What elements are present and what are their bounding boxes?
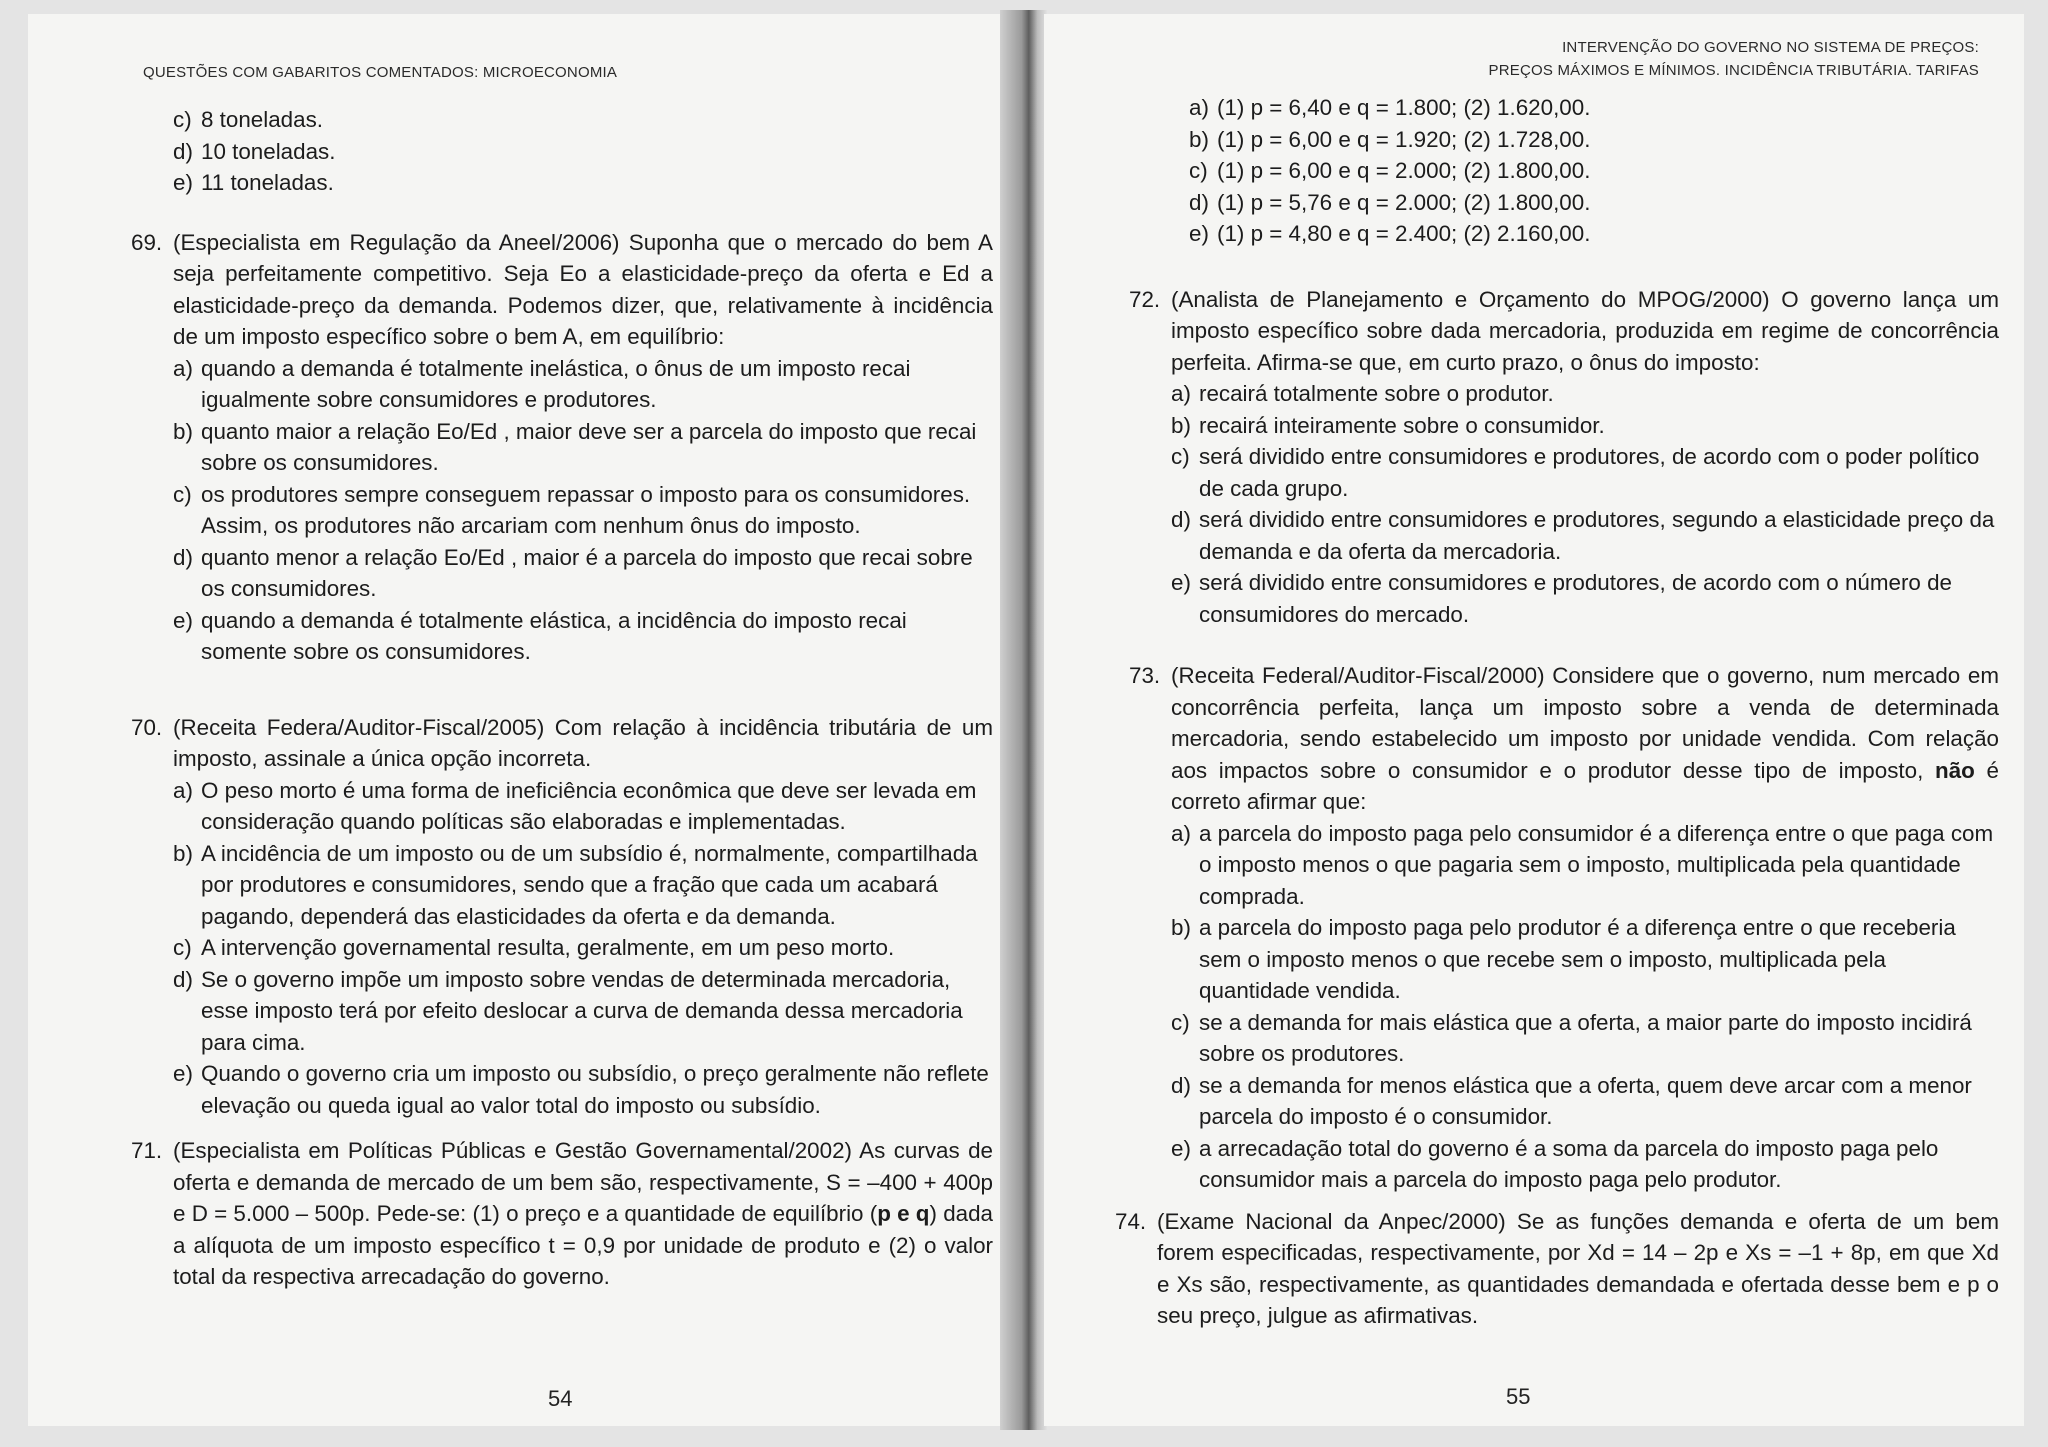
q71-option-d: d) (1) p = 5,76 e q = 2.000; (2) 1.800,00. bbox=[1189, 189, 1591, 215]
carryover-option-e: e) 11 toneladas. bbox=[173, 170, 334, 195]
question-69-stem: (Especialista em Regulação da Aneel/2006) Suponha que o mercado do bem A seja perfeitamente competitivo. Seja Eo a elasticidade-preço da oferta e Ed a elasticidade-preço da demanda. Podemos dizer, que, relativamente à incidência de um imposto específico sobre o bem A, em equilíbrio: bbox=[173, 229, 993, 349]
question-72: 72. (Analista de Planejamento e Orçamento do MPOG/2000) O governo lança um imposto específico sobre dada mercadoria, produzida em regime de concorrência perfeita. Afirma-se que, em curto prazo, o ônus do imposto: a) recairá totalmente sobre o produtor. b) recairá inteiramente sobre o consumidor. c) será dividido entre consumidores e produtores, de acordo com o poder político de cada grupo. d) será dividido entre consumidores e produtores, segundo a elasticidade preço da demanda e da oferta da mercadoria. e) será dividido entre consumidores e produtores, de acordo com o número de consumidores do mercado. bbox=[1129, 284, 1999, 631]
q69-option-c: c) os produtores sempre conseguem repassar o imposto para os consumidores. Assim, os produtores não arcariam com nenhum ônus do imposto. bbox=[173, 481, 971, 538]
right-running-header: INTERVENÇÃO DO GOVERNO NO SISTEMA DE PREÇOS: PREÇOS MÁXIMOS E MÍNIMOS. INCIDÊNCIA TRIBUTÁRIA. TARIFAS bbox=[1488, 39, 1979, 79]
question-71: 71. (Especialista em Políticas Públicas e Gestão Governamental/2002) As curvas de oferta e demanda de mercado de um bem são, respectivamente, S = –400 + 400p e D = 5.000 – 500p. Pede-se: (1) o preço e a quantidade de equilíbrio (p e q) dada a alíquota de um imposto específico t = 0,9 por unidade de produto e (2) o valor total da respectiva arrecadação do governo. bbox=[131, 1135, 993, 1293]
question-73-stem: (Receita Federal/Auditor-Fiscal/2000) Considere que o governo, num mercado em concorrência perfeita, lança um imposto sobre a venda de determinada mercadoria, sendo estabelecido um imposto por unidade vendida. Com relação aos impactos sobre o consumidor e o produtor desse tipo de imposto, não é correto afirmar que: bbox=[1171, 663, 1999, 814]
q73-option-d: d) se a demanda for menos elástica que a oferta, quem deve arcar com a menor parcela do imposto é o consumidor. bbox=[1171, 1072, 1972, 1129]
q70-option-a: a) O peso morto é uma forma de ineficiência econômica que deve ser levada em consideração quando políticas são elaboradas e implementadas. bbox=[173, 777, 977, 834]
left-page bbox=[28, 14, 1028, 1426]
q69-option-e: e) quando a demanda é totalmente elástica, a incidência do imposto recai somente sobre os consumidores. bbox=[173, 607, 907, 664]
q70-option-e: e) Quando o governo cria um imposto ou subsídio, o preço geralmente não reflete elevação ou queda igual ao valor total do imposto ou subsídio. bbox=[173, 1061, 989, 1118]
q71-option-a: a) (1) p = 6,40 e q = 1.800; (2) 1.620,00. bbox=[1189, 95, 1591, 120]
q73-option-c: c) se a demanda for mais elástica que a oferta, a maior parte do imposto incidirá sobre os produtores. bbox=[1171, 1009, 1972, 1066]
question-73: 73. (Receita Federal/Auditor-Fiscal/2000) Considere que o governo, num mercado em concorrência perfeita, lança um imposto sobre a venda de determinada mercadoria, sendo estabelecido um imposto por unidade vendida. Com relação aos impactos sobre o consumidor e o produtor desse tipo de imposto, não é correto afirmar que: a) a parcela do imposto paga pelo consumidor é a diferença entre o que paga com o imposto menos o que pagaria sem o imposto, multiplicada pela quantidade comprada. b) a parcela do imposto paga pelo produtor é a diferença entre o que receberia sem o imposto menos o que recebe sem o imposto, multiplicada pela quantidade vendida. c) se a demanda for mais elástica que a oferta, a maior parte do imposto incidirá sobre os produtores. d) se a demanda for menos elástica que a oferta, quem deve arcar com a menor parcela do imposto é o consumidor. e) a arrecadação total do governo é a soma da parcela do imposto paga pelo consumidor mais a parcela do imposto paga pelo produtor. bbox=[1129, 660, 1999, 1196]
carryover-option-c: c) 8 toneladas. bbox=[173, 107, 324, 132]
left-running-header: QUESTÕES COM GABARITOS COMENTADOS: MICROECONOMIA bbox=[143, 64, 618, 81]
question-69: 69. (Especialista em Regulação da Aneel/2006) Suponha que o mercado do bem A seja perfeitamente competitivo. Seja Eo a elasticidade-preço da oferta e Ed a elasticidade-preço da demanda. Podemos dizer, que, relativamente à incidência de um imposto específico sobre o bem A, em equilíbrio: a) quando a demanda é totalmente inelástica, o ônus de um imposto recai igualmente sobre consumidores e produtores. b) quanto maior a relação Eo/Ed , maior deve ser a parcela do imposto que recai sobre os consumidores. c) os produtores sempre conseguem repassar o imposto para os consumidores. Assim, os produtores não arcariam com nenhum ônus do imposto. d) quanto menor a relação Eo/Ed , maior é a parcela do imposto que recai sobre os consumidores. e) quando a demanda é totalmente elástica, a incidência do imposto recai somente sobre os consumidores. bbox=[131, 227, 993, 668]
right-column bbox=[1115, 92, 1999, 1332]
q69-option-a: a) quando a demanda é totalmente inelástica, o ônus de um imposto recai igualmente sobre consumidores e produtores. bbox=[173, 355, 911, 412]
q69-option-b: b) quanto maior a relação Eo/Ed , maior deve ser a parcela do imposto que recai sobre os consumidores. bbox=[173, 418, 977, 475]
question-70-stem: (Receita Federa/Auditor-Fiscal/2005) Com relação à incidência tributária de um imposto, assinale a única opção incorreta. bbox=[173, 714, 993, 771]
question-70: 70. (Receita Federa/Auditor-Fiscal/2005) Com relação à incidência tributária de um imposto, assinale a única opção incorreta. a) O peso morto é uma forma de ineficiência econômica que deve ser levada em consideração quando políticas são elaboradas e implementadas. b) A incidência de um imposto ou de um subsídio é, normalmente, compartilhada por produtores e consumidores, sendo que a fração que cada um acabará pagando, dependerá das elasticidades da oferta e da demanda. c) A intervenção governamental resulta, geralmente, em um peso morto. d) Se o governo impõe um imposto sobre vendas de determinada mercadoria, esse imposto terá por efeito deslocar a curva de demanda dessa mercadoria para cima. e) Quando o governo cria um imposto ou subsídio, o preço geralmente não reflete elevação ou queda igual ao valor total do imposto ou subsídio. bbox=[131, 712, 993, 1122]
q73-option-e: e) a arrecadação total do governo é a soma da parcela do imposto paga pelo consumidor mais a parcela do imposto paga pelo produtor. bbox=[1171, 1135, 1939, 1192]
book-gutter bbox=[1000, 10, 1048, 1430]
carryover-option-d: d) 10 toneladas. bbox=[173, 138, 336, 164]
q72-option-c: c) será dividido entre consumidores e produtores, de acordo com o poder político de cada grupo. bbox=[1171, 444, 1980, 501]
q71-option-e: e) (1) p = 4,80 e q = 2.400; (2) 2.160,00. bbox=[1189, 221, 1591, 246]
left-column bbox=[131, 104, 994, 1293]
q71-options bbox=[1129, 92, 1999, 250]
right-page-number: 55 bbox=[1506, 1384, 1531, 1409]
right-page bbox=[1044, 14, 2024, 1426]
q71-option-b: b) (1) p = 6,00 e q = 1.920; (2) 1.728,00. bbox=[1189, 126, 1591, 152]
q72-option-e: e) será dividido entre consumidores e produtores, de acordo com o número de consumidores do mercado. bbox=[1171, 570, 1952, 627]
q70-option-b: b) A incidência de um imposto ou de um subsídio é, normalmente, compartilhada por produtores e consumidores, sendo que a fração que cada um acabará pagando, dependerá das elasticidades da oferta e da demanda. bbox=[173, 840, 978, 929]
q72-option-b: b) recairá inteiramente sobre o consumidor. bbox=[1171, 412, 1605, 438]
q70-option-c: c) A intervenção governamental resulta, geralmente, em um peso morto. bbox=[173, 935, 895, 960]
question-74: 74. (Exame Nacional da Anpec/2000) Se as funções demanda e oferta de um bem forem especificadas, respectivamente, por Xd = 14 – 2p e Xs = –1 + 8p, em que Xd e Xs são, respectivamente, as quantidades demandada e ofertada desse bem e p o seu preço, julgue as afirmativas. bbox=[1115, 1206, 1999, 1332]
q70-option-d: d) Se o governo impõe um imposto sobre vendas de determinada mercadoria, esse imposto terá por efeito deslocar a curva de demanda dessa mercadoria para cima. bbox=[173, 966, 963, 1055]
question-74-stem: (Exame Nacional da Anpec/2000) Se as funções demanda e oferta de um bem forem especificadas, respectivamente, por Xd = 14 – 2p e Xs = –1 + 8p, em que Xd e Xs são, respectivamente, as quantidades demandada e ofertada desse bem e p o seu preço, julgue as afirmativas. bbox=[1157, 1208, 1999, 1328]
q72-option-d: d) será dividido entre consumidores e produtores, segundo a elasticidade preço da demanda e da oferta da mercadoria. bbox=[1171, 507, 1995, 564]
q73-option-b: b) a parcela do imposto paga pelo produtor é a diferença entre o que receberia sem o imposto menos o que recebe sem o imposto, multiplicada pela quantidade vendida. bbox=[1171, 915, 1956, 1003]
question-71-stem: (Especialista em Políticas Públicas e Gestão Governamental/2002) As curvas de oferta e demanda de mercado de um bem são, respectivamente, S = –400 + 400p e D = 5.000 – 500p. Pede-se: (1) o preço e a quantidade de equilíbrio (p e q) dada a alíquota de um imposto específico t = 0,9 por unidade de produto e (2) o valor total da respectiva arrecadação do governo. bbox=[173, 1138, 994, 1289]
q71-option-c: c) (1) p = 6,00 e q = 2.000; (2) 1.800,00. bbox=[1189, 158, 1591, 183]
question-72-stem: (Analista de Planejamento e Orçamento do MPOG/2000) O governo lança um imposto específico sobre dada mercadoria, produzida em regime de concorrência perfeita. Afirma-se que, em curto prazo, o ônus do imposto: bbox=[1171, 286, 1999, 375]
q72-option-a: a) recairá totalmente sobre o produtor. bbox=[1171, 381, 1554, 406]
q69-option-d: d) quanto menor a relação Eo/Ed , maior é a parcela do imposto que recai sobre os consumidores. bbox=[173, 544, 973, 601]
q73-option-a: a) a parcela do imposto paga pelo consumidor é a diferença entre o que paga com o imposto menos o que pagaria sem o imposto, multiplicada pela quantidade comprada. bbox=[1171, 820, 1994, 909]
left-page-number: 54 bbox=[548, 1386, 573, 1411]
